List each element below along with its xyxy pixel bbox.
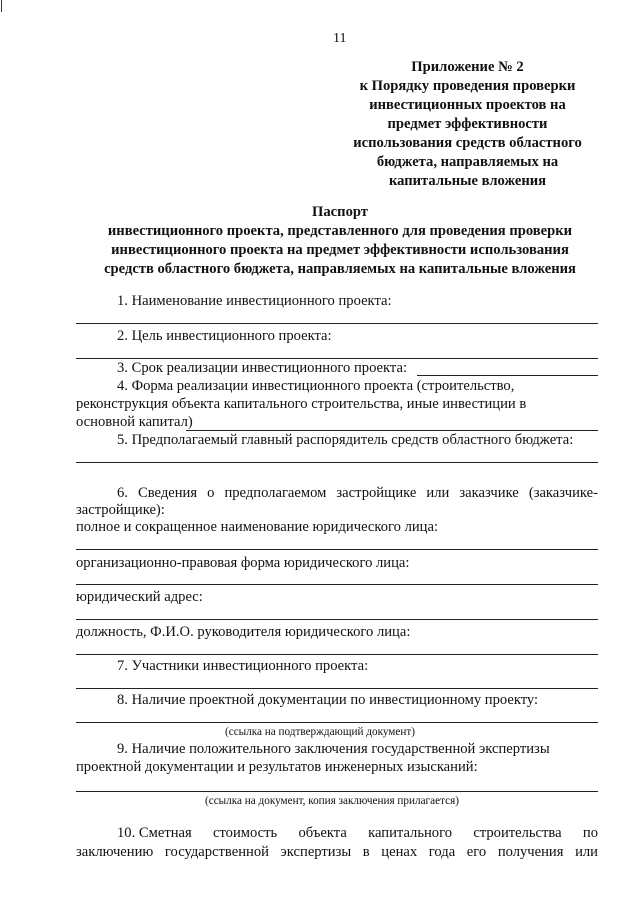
item-4-line2: реконструкция объекта капитального строительства, иные инвестиции в <box>76 396 527 412</box>
item-9-line2: проектной документации и результатов инженерных изысканий: <box>76 759 478 775</box>
passport-heading <box>60 204 620 280</box>
passport-title: Паспорт <box>312 204 368 220</box>
appendix-header <box>340 59 595 192</box>
item-10-word: 10. Сметная <box>117 825 192 841</box>
item-10-line2 <box>76 844 598 862</box>
item-10-word: ценах <box>381 844 418 860</box>
item-6-word: Сведения <box>138 485 198 501</box>
item-6-word: 6. <box>117 485 128 501</box>
item-2-label: 2. Цель инвестиционного проекта: <box>117 328 332 344</box>
item-6-address-label: юридический адрес: <box>76 589 203 605</box>
item-10-word: государственной <box>164 844 269 860</box>
item-10-word: года <box>428 844 456 860</box>
item-6-address-fill-line[interactable] <box>76 619 598 620</box>
item-9-note: (ссылка на документ, копия заключения прилагается) <box>205 795 459 807</box>
item-6-word: застройщике <box>336 485 417 501</box>
item-6-word: (заказчике- <box>528 485 598 501</box>
appendix-line: капитальные вложения <box>388 173 547 189</box>
item-10-word: или <box>575 844 598 860</box>
item-6-name-fill-line[interactable] <box>76 549 598 550</box>
item-6-line1 <box>117 485 598 503</box>
appendix-line: предмет эффективности <box>387 116 548 132</box>
passport-subtitle-line: инвестиционного проекта на предмет эффективности использования <box>111 242 569 258</box>
item-9-line1: 9. Наличие положительного заключения государственной экспертизы <box>117 741 550 757</box>
item-6-name-label: полное и сокращенное наименование юридического лица: <box>76 519 439 535</box>
item-6-word: или <box>426 485 450 501</box>
item-5-fill-line[interactable] <box>76 462 598 463</box>
item-8-note: (ссылка на подтверждающий документ) <box>225 726 415 738</box>
item-10-word: стоимость <box>213 825 278 841</box>
item-6-form-label: организационно-правовая форма юридического лица: <box>76 555 410 571</box>
passport-subtitle-line: инвестиционного проекта, представленного для проведения проверки <box>107 223 573 239</box>
item-4-fill-line[interactable] <box>186 430 598 431</box>
item-6-word: заказчике <box>459 485 519 501</box>
appendix-line: использования средств областного <box>353 135 582 151</box>
appendix-line: инвестиционных проектов на <box>369 97 566 113</box>
item-10-word: его <box>466 844 487 860</box>
item-10-word: объекта <box>298 825 347 841</box>
appendix-title: Приложение № 2 <box>411 59 524 75</box>
item-6-head-label: должность, Ф.И.О. руководителя юридического лица: <box>76 624 411 640</box>
item-10-word: в <box>362 844 370 860</box>
passport-subtitle-line: средств областного бюджета, направляемых на капитальные вложения <box>104 261 576 277</box>
item-6-form-fill-line[interactable] <box>76 584 598 585</box>
item-6-word: о <box>207 485 215 501</box>
item-8-label: 8. Наличие проектной документации по инвестиционному проекту: <box>117 692 539 708</box>
item-6-word: предполагаемом <box>224 485 327 501</box>
item-10-line1 <box>117 825 598 843</box>
item-10-word: по <box>582 825 598 841</box>
scan-edge-mark <box>1 0 2 12</box>
item-3-label: 3. Срок реализации инвестиционного проекта: <box>117 360 408 376</box>
item-8-fill-line[interactable] <box>76 722 598 723</box>
item-2-fill-line[interactable] <box>76 358 598 359</box>
page-number: 11 <box>333 31 347 46</box>
item-1-label: 1. Наименование инвестиционного проекта: <box>117 293 392 309</box>
item-10-word: заключению <box>76 844 154 860</box>
item-6-line2: застройщике): <box>76 502 165 518</box>
item-1-fill-line[interactable] <box>76 323 598 324</box>
item-6-head-fill-line[interactable] <box>76 654 598 655</box>
item-7-label: 7. Участники инвестиционного проекта: <box>117 658 369 674</box>
item-3-fill-line[interactable] <box>417 375 598 376</box>
item-7-fill-line[interactable] <box>76 688 598 689</box>
item-10-word: экспертизы <box>280 844 352 860</box>
item-5-label: 5. Предполагаемый главный распорядитель средств областного бюджета: <box>117 432 574 448</box>
item-4-line3: основной капитал) <box>76 414 193 430</box>
appendix-line: к Порядку проведения проверки <box>359 78 576 94</box>
item-4-line1: 4. Форма реализации инвестиционного проекта (строительство, <box>117 378 515 394</box>
item-10-word: строительства <box>473 825 562 841</box>
item-10-word: получения <box>497 844 564 860</box>
item-9-fill-line[interactable] <box>76 791 598 792</box>
appendix-line: бюджета, направляемых на <box>376 154 559 170</box>
item-10-word: капитального <box>368 825 453 841</box>
